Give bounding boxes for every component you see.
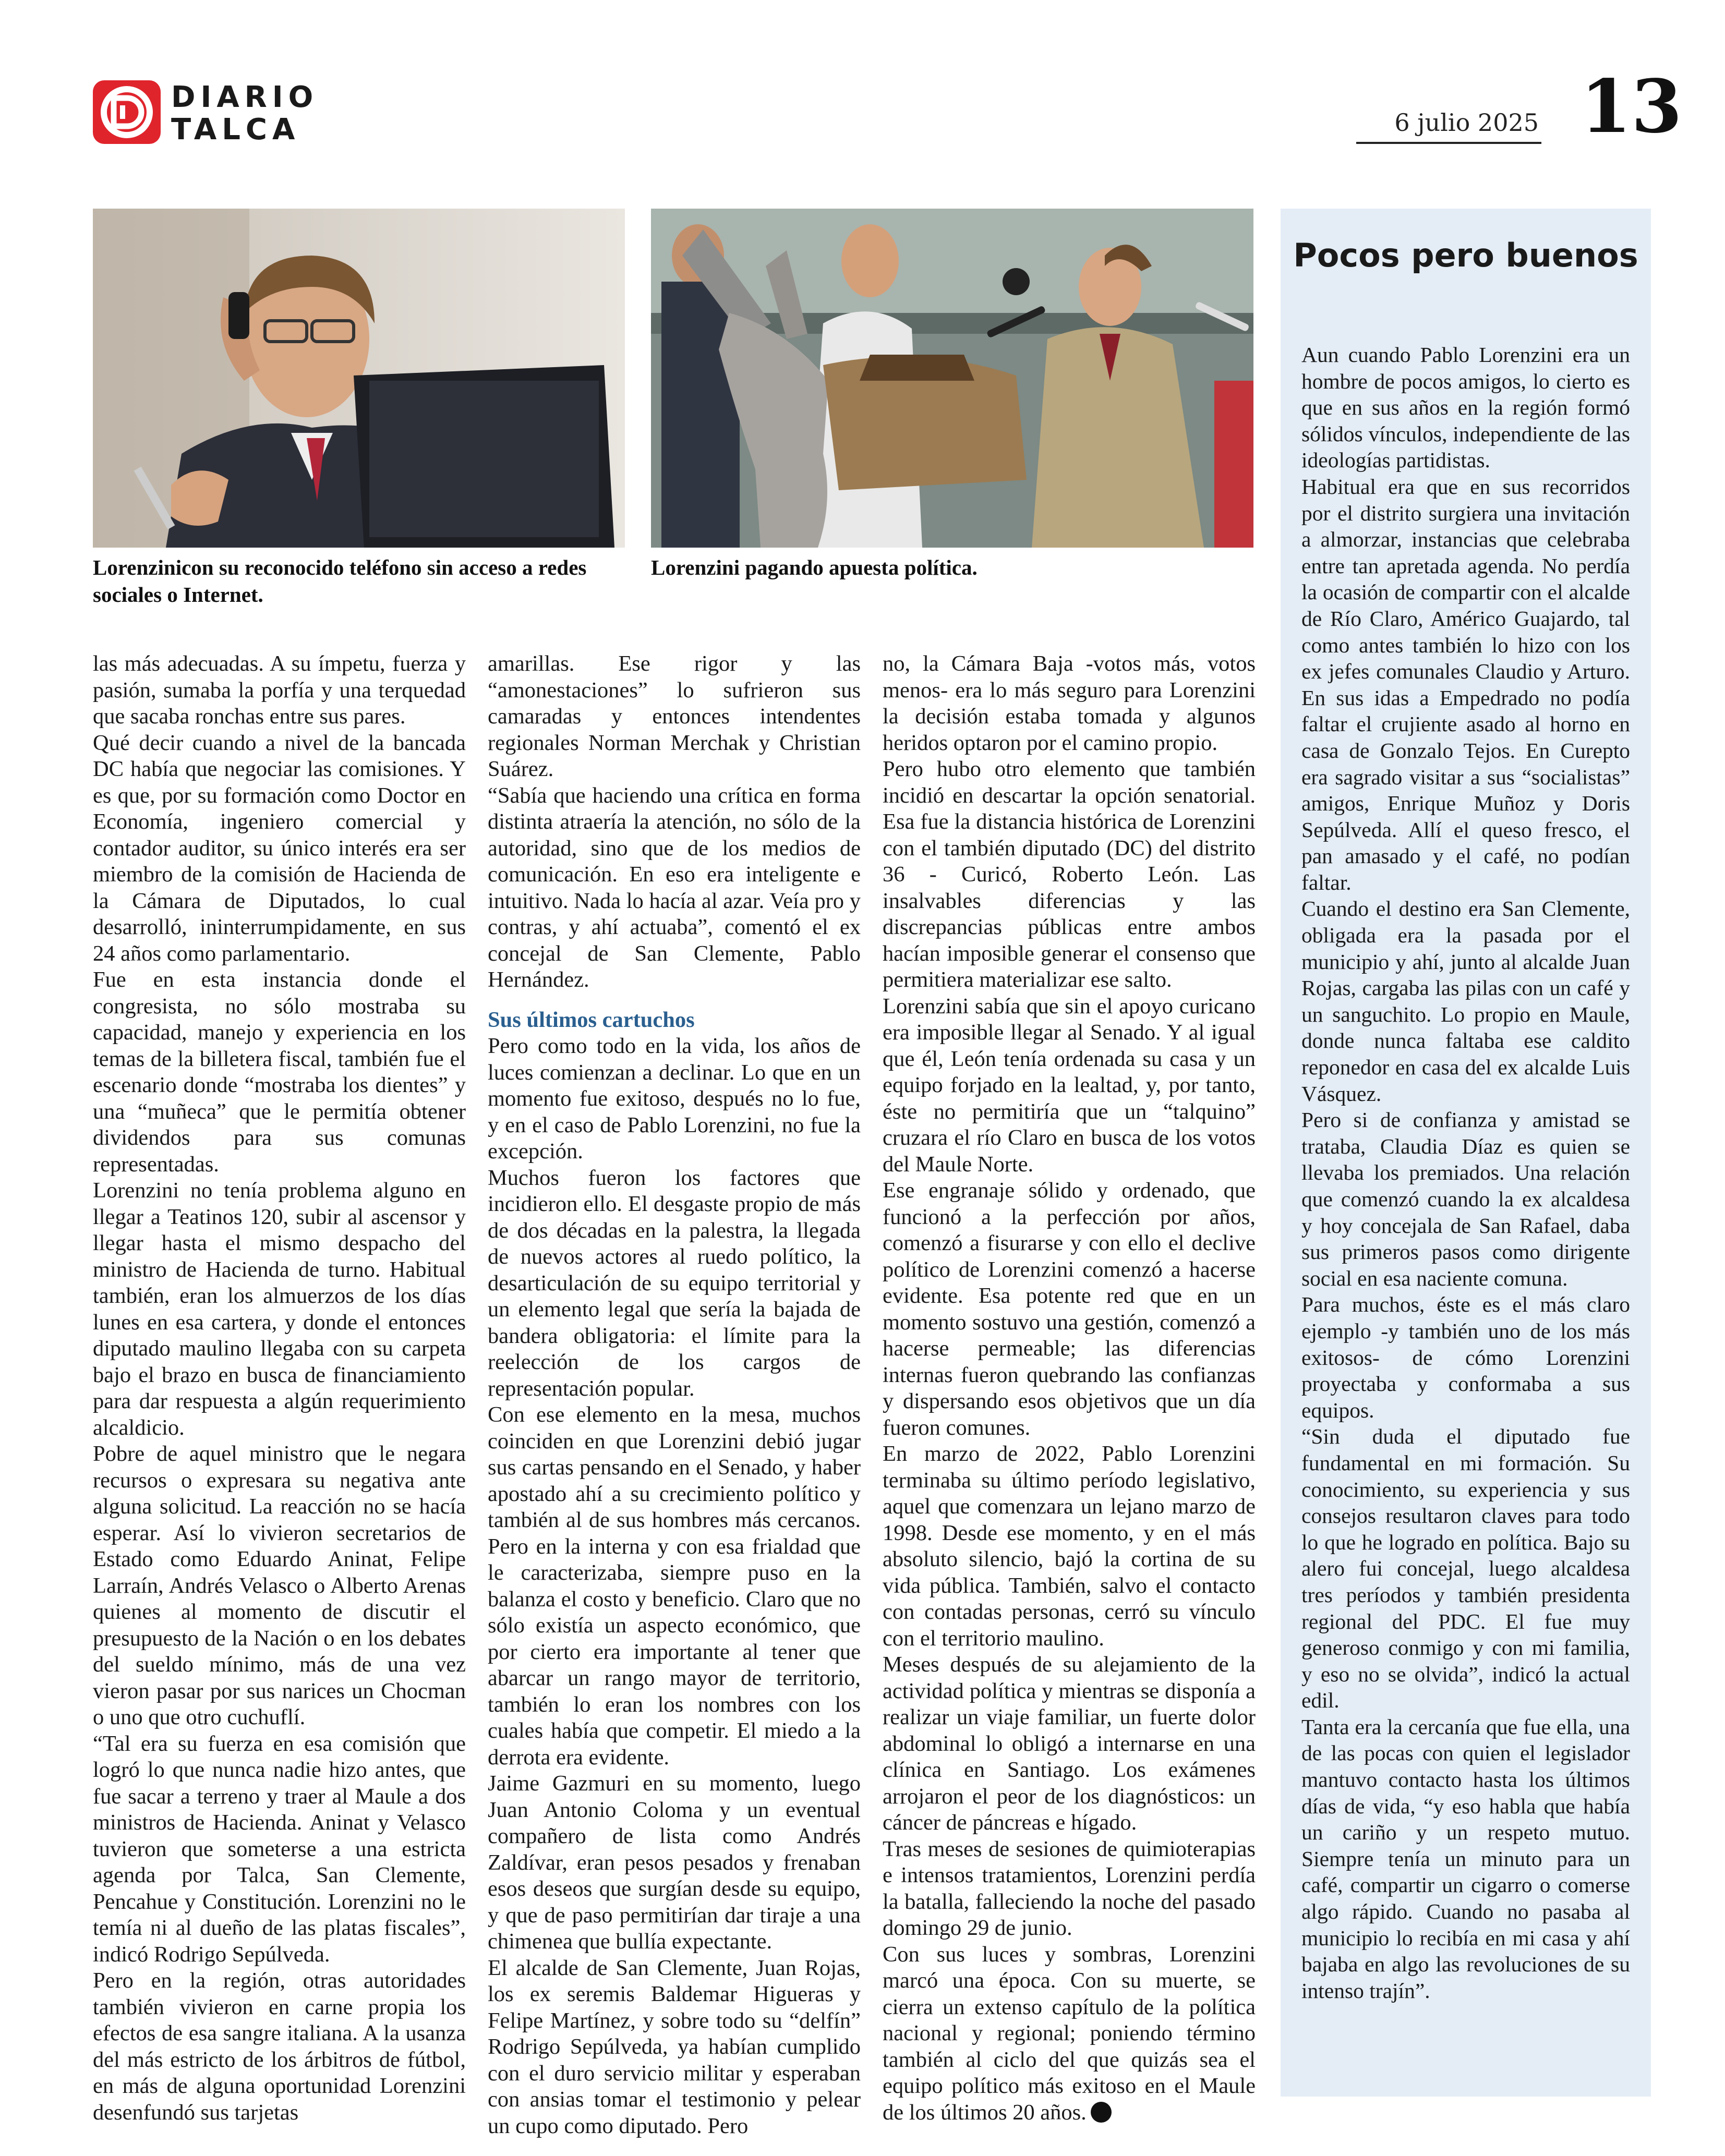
- paragraph: Tras meses de sesiones de quimioterapias e intensos tratamientos, Lorenzini perdía la batalla, falleciendo la noche del pasado domingo 29 de junio.: [883, 1836, 1256, 1940]
- portrait-photo: [93, 209, 625, 548]
- sidebar-body: [1301, 342, 1630, 2089]
- photo-caption-1: Lorenzinicon su reconocido teléfono sin acceso a redes sociales o Internet.: [93, 555, 587, 607]
- paragraph: no, la Cámara Baja -votos más, votos menos- era lo más seguro para Lorenzini la decisión estaba tomada y algunos heridos optaron por el camino propio.: [883, 651, 1256, 755]
- sidebar-box: [1281, 209, 1651, 2097]
- paragraph: Jaime Gazmuri en su momento, luego Juan Antonio Coloma y un eventual compañero de lista como Andrés Zaldívar, eran pesos pesados y frenaban esos deseos que surgían desde su equipo, y que de paso permitirían dar tiraje a una chimenea que bullía expectante.: [488, 1771, 861, 1954]
- brand-line-1: DIARIO: [171, 80, 319, 114]
- sidebar-paragraph: Aun cuando Pablo Lorenzini era un hombre de pocos amigos, lo cierto es que en sus años en la región formó sólidos vínculos, independiente de las ideologías partidistas.: [1301, 343, 1630, 473]
- paragraph: “Sabía que haciendo una crítica en forma distinta atraería la atención, no sólo de la autoridad, sino que de los medios de comunicación. En eso era inteligente e intuitivo. Nada lo hacía al azar. Veía pro y contras, y ahí actuaba”, comentó el ex concejal de San Clemente, Pablo Hernández.: [488, 783, 861, 992]
- page-number: 13: [1581, 64, 1682, 150]
- sidebar-paragraph: Tanta era la cercanía que fue ella, una de las pocas con quien el legislador mantuvo contacto hasta los últimos días de vida, “y eso habla que había un cariño y un respeto mutuo. Siempre tenía un minuto para un café, compartir un cigarro o comerse algo rápido. Cuando no pasaba al municipio lo recibía en mi casa y ahí bajaba en algo las revoluciones de su intenso trajín”.: [1301, 1714, 1630, 2003]
- paragraph: Pero en la región, otras autoridades también vivieron en carne propia los efectos de esa sangre italiana. A la usanza del más estricto de los árbitros de fútbol, en más de alguna oportunidad Lorenzini desenfundó sus tarjetas: [93, 1968, 466, 2125]
- paragraph: Pero como todo en la vida, los años de luces comienzan a declinar. Lo que en un momento fue exitoso, después no lo fue, y en el caso de Pablo Lorenzini, no fue la excepción.: [488, 1034, 861, 1164]
- paragraph: Ese engranaje sólido y ordenado, que funcionó a la perfección por años, comenzó a fisurarse y con ello el declive político de Lorenzini comenzó a hacerse evidente. Esa potente red que en un momento sostuvo una gestión, comenzó a hacerse permeable; las diferencias internas fueron quebrando las confianzas y dispersando esos objetivos que un día fueron comunes.: [883, 1178, 1256, 1440]
- brand-line-2: TALCA: [171, 113, 300, 147]
- paragraph: las más adecuadas. A su ímpetu, fuerza y pasión, sumaba la porfía y una terquedad que sacaba ronchas entre sus pares.: [93, 651, 466, 729]
- article-column-1: [93, 651, 466, 2125]
- paragraph: En marzo de 2022, Pablo Lorenzini terminaba su último período legislativo, aquel que comenzara un lejano marzo de 1998. Desde ese momento, y en el más absoluto silencio, bajó la cortina de su vida pública. También, salvo el contacto con contadas personas, cerró su vínculo con el territorio maulino.: [883, 1442, 1256, 1651]
- paragraph: amarillas. Ese rigor y las “amonestaciones” lo sufrieron sus camaradas y entonces intendentes regionales Norman Merchak y Christian Suárez.: [488, 651, 861, 781]
- sidebar-paragraph: Cuando el destino era San Clemente, obligada era la pasada por el municipio y ahí, junto al alcalde Juan Rojas, cargaba las pilas con un café y un sanguchito. Lo propio en Maule, donde nunca faltaba ese caldito reponedor en casa del ex alcalde Luis Vásquez.: [1301, 897, 1630, 1106]
- photo-caption-2: Lorenzini pagando apuesta política.: [651, 555, 978, 579]
- header-rule: [1356, 142, 1541, 144]
- end-of-article-icon: [1091, 2102, 1112, 2123]
- paragraph: Lorenzini sabía que sin el apoyo curicano era imposible llegar al Senado. Y al igual que él, León tenía ordenada su casa y un equipo forjado en la lealtad, y, por tanto, éste no permitiría que un “talquino” cruzara el río Claro en busca de los votos del Maule Norte.: [883, 994, 1256, 1177]
- paragraph: “Tal era su fuerza en esa comisión que logró lo que nunca nadie hizo antes, que fue sacar a terreno y traer al Maule a dos ministros de Hacienda. Aninat y Velasco tuvieron que someterse a una estricta agenda por Talca, San Clemente, Pencahue y Constitución. Lorenzini no le temía ni al dueño de las platas fiscales”, indicó Rodrigo Sepúlveda.: [93, 1731, 466, 1967]
- diario-talca-logo-icon: [93, 80, 161, 144]
- paragraph: Meses después de su alejamiento de la actividad política y mientras se disponía a realizar un viaje familiar, un fuerte dolor abdominal lo obligó a internarse en una clínica en Santiago. Los exámenes arrojaron el peor de los diagnósticos: un cáncer de páncreas e hígado.: [883, 1652, 1256, 1835]
- section-subhead: Sus últimos cartuchos: [488, 1007, 695, 1032]
- sidebar-paragraph: “Sin duda el diputado fue fundamental en mi formación. Su conocimiento, su experiencia y sus consejos resultaron claves para todo lo que he logrado en política. Bajo su alero fui concejal, luego alcaldesa tres períodos y también presidenta regional del PDC. El fue muy generoso conmigo y con mi familia, y eso no se olvida”, indicó la actual edil.: [1301, 1424, 1630, 1713]
- paragraph: Fue en esta instancia donde el congresista, no sólo mostraba su capacidad, manejo y experiencia en los temas de la billetera fiscal, también fue el escenario donde “mostraba los dientes” y una “muñeca” que le permitía obtener dividendos para sus comunas representadas.: [93, 967, 466, 1177]
- paragraph: El alcalde de San Clemente, Juan Rojas, los ex seremis Baldemar Higueras y Felipe Martínez, y sobre todo su “delfín” Rodrigo Sepúlveda, ya habían cumplido con el duro servicio militar y esperaban con ansias tomar el testimonio y pelear un cupo como diputado. Pero: [488, 1955, 861, 2138]
- paragraph: Muchos fueron los factores que incidieron ello. El desgaste propio de más de dos décadas en la palestra, la llegada de nuevos actores al ruedo político, la desarticulación de su equipo territorial y un elemento legal que sería la bajada de bandera obligatoria: el límite para la reelección de los cargos de representación popular.: [488, 1165, 861, 1401]
- paragraph: Pobre de aquel ministro que le negara recursos o expresara su negativa ante alguna solicitud. La reacción no se hacía esperar. Así lo vivieron secretarios de Estado como Eduardo Aninat, Felipe Larraín, Andrés Velasco o Alberto Arenas quienes al momento de discutir el presupuesto de la Nación o en los debates del sueldo mínimo, más de una vez vieron pasar por sus narices un Chocman o uno que otro cuchuflí.: [93, 1442, 466, 1729]
- sidebar-title: Pocos pero buenos: [1293, 236, 1638, 274]
- issue-date: 6 julio 2025: [1394, 108, 1539, 137]
- paragraph: Lorenzini no tenía problema alguno en llegar a Teatinos 120, subir al ascensor y llegar hasta el mismo despacho del ministro de Hacienda de turno. Habitual también, eran los almuerzos de los días lunes en esa cartera, y donde el entonces diputado maulino llegaba con su carpeta bajo el brazo en busca de financiamiento para dar respuesta a algún requerimiento alcaldicio.: [93, 1178, 466, 1440]
- article-column-2: [488, 651, 861, 2138]
- sidebar-paragraph: Para muchos, éste es el más claro ejemplo -y también uno de los más exitosos- de cómo Lorenzini proyectaba y conformaba a sus equipos.: [1301, 1292, 1630, 1422]
- donkey-photo: [651, 209, 1253, 548]
- paragraph: Pero hubo otro elemento que también incidió en descartar la opción senatorial. Esa fue la distancia histórica de Lorenzini con el también diputado (DC) del distrito 36 - Curicó, Roberto León. Las insalvables diferencias y las discrepancias públicas entre ambos hacían imposible generar el consenso que permitiera materializar ese salto.: [883, 757, 1256, 992]
- newspaper-logo: [93, 78, 319, 147]
- sidebar-paragraph: Habitual era que en sus recorridos por el distrito surgiera una invitación a almorzar, instancias que celebraba entre tan apretada agenda. No perdía la ocasión de compartir con el alcalde de Río Claro, Américo Guajardo, tal como antes también lo hizo con los ex jefes comunales Claudio y Arturo. En sus idas a Empedrado no podía faltar el crujiente asado al horno en casa de Gonzalo Tejos. En Curepto era sagrado visitar a sus “socialistas” amigos, Enrique Muñoz y Doris Sepúlveda. Allí el queso fresco, el pan amasado y el café, no podían faltar.: [1301, 474, 1630, 894]
- paragraph: Qué decir cuando a nivel de la bancada DC había que negociar las comisiones. Y es que, por su formación como Doctor en Economía, ingeniero comercial y contador auditor, su único interés era ser miembro de la comisión de Hacienda de la Cámara de Diputados, lo cual desarrolló, ininterrumpidamente, en sus 24 años como parlamentario.: [93, 730, 466, 966]
- sidebar-paragraph: Pero si de confianza y amistad se trataba, Claudia Díaz es quien se llevaba los premiados. Una relación que comenzó cuando la ex alcaldesa y hoy concejala de San Rafael, daba sus primeros pasos como dirigente social en esa naciente comuna.: [1301, 1108, 1630, 1290]
- paragraph-text: Con sus luces y sombras, Lorenzini marcó una época. Con su muerte, se cierra un extenso capítulo de la política nacional y regional; poniendo término también al ciclo del que quizás sea el equipo político más exitoso en el Maule de los últimos 20 años.: [883, 1942, 1256, 2125]
- article-column-3: [883, 651, 1256, 2125]
- paragraph-final: [883, 1942, 1256, 2126]
- paragraph: Con ese elemento en la mesa, muchos coinciden en que Lorenzini debió jugar sus cartas pensando en el Senado, y haber apostado ahí a su crecimiento político y también al de sus hombres más cercanos. Pero en la interna y con esa frialdad que le caracterizaba, siempre puso en la balanza el costo y beneficio. Claro que no sólo existía un aspecto económico, que por cierto era importante al tener que abarcar un rango mayor de territorio, también lo eran los nombres con los cuales había que competir. El miedo a la derrota era evidente.: [488, 1402, 861, 1770]
